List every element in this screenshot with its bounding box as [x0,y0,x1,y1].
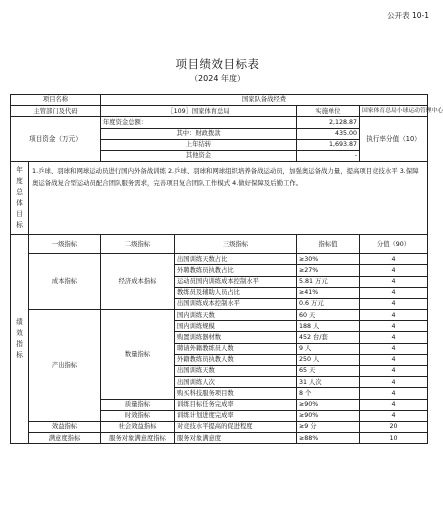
level2-cell: 服务对象满意度指标 [101,433,175,444]
level3-cell: 出国训练天数占比 [175,254,297,265]
dept-value: ［109］国家体育总局 [101,106,297,117]
value-cell: ≥90% [297,399,360,410]
level3-cell: 购买科技服务项目数 [175,388,297,399]
table-row [11,421,428,432]
value-cell: ≥30% [297,254,360,265]
score-cell: 4 [360,310,428,321]
level3-cell: 训练计划进度完成率 [175,410,297,421]
annual-label: 年度资金总额： [101,117,297,128]
level3-cell: 出国训练天数 [175,366,297,377]
impl-value: 国家体育总局小球运动管理中心 [360,106,428,117]
score-cell: 4 [360,377,428,388]
project-name-label: 项目名称 [11,95,101,106]
score-cell: 10 [360,433,428,444]
level3-cell: 外聘教练员执教占比 [175,265,297,276]
level3-cell: 外籍教练员执教人数 [175,354,297,365]
carry-value: 1,693.87 [297,139,360,150]
level3-cell: 服务对象满意度 [175,433,297,444]
level2-cell: 社会效益指标 [101,421,175,432]
fiscal-label: 其中：财政拨款 [101,128,297,139]
impl-label: 实施单位 [297,106,360,117]
level1-cell: 产出指标 [29,310,101,422]
page-title: 项目绩效目标表 [175,57,260,71]
header-level1: 一级指标 [29,235,101,254]
perf-label: 绩效指标 [11,235,29,444]
level3-cell: 购置训练器材数 [175,332,297,343]
fiscal-value: 435.00 [297,128,360,139]
level1-cell: 效益指标 [29,421,101,432]
level2-cell: 时效指标 [101,410,175,421]
project-name: 国家队备战经费 [101,95,428,106]
value-cell: ≥88% [297,433,360,444]
exec-label: 执行率分值（10） [360,117,428,162]
table-row [11,433,428,444]
score-cell: 4 [360,354,428,365]
header-value: 指标值 [297,235,360,254]
goal-text: 1.乒球、羽球和网球运动员进行国内外备战训练 2.乒球、羽球和网球组织培养备战运动员，加强奥运备战力量，提高项目竞技水平 3.保障奥运备战复合型运动员配合团队服务需求，完善项目复合团队工作模式 4.做好保障及后勤工作。 [29,162,428,235]
annual-value: 2,128.87 [297,117,360,128]
level2-cell: 数量指标 [101,310,175,400]
goal-label: 年度总体目标 [11,162,29,235]
level3-cell: 国内训练规模 [175,321,297,332]
level3-cell: 聘请外籍教练员人数 [175,343,297,354]
form-code: 公开表 10-1 [387,11,429,20]
score-cell: 4 [360,332,428,343]
score-cell: 4 [360,265,428,276]
score-cell: 4 [360,287,428,298]
other-label: 其他资金 [101,150,297,161]
value-cell: 31 人次 [297,377,360,388]
level2-cell: 经济成本指标 [101,254,175,310]
value-cell: ≥41% [297,287,360,298]
funds-label: 项目资金（万元） [11,117,101,162]
level3-cell: 国内训练天数 [175,310,297,321]
score-cell: 4 [360,399,428,410]
level3-cell: 运动员国内训练成本控制水平 [175,276,297,287]
year-label: （2024 年度） [190,74,245,83]
value-cell: 65 天 [297,366,360,377]
level1-cell: 成本指标 [29,254,101,310]
score-cell: 4 [360,254,428,265]
value-cell: 9 人 [297,343,360,354]
value-cell: 8 个 [297,388,360,399]
value-cell: 60 天 [297,310,360,321]
score-cell: 4 [360,410,428,421]
value-cell: 0.6 万元 [297,298,360,309]
score-cell: 4 [360,366,428,377]
carry-label: 上年结转 [101,139,297,150]
value-cell: ≥27% [297,265,360,276]
dept-label: 主管部门及代码 [11,106,101,117]
header-level2: 二级指标 [101,235,175,254]
performance-table [10,94,443,444]
value-cell: 250 人 [297,354,360,365]
score-cell: 4 [360,276,428,287]
header-score: 分值（90） [360,235,428,254]
score-cell: 4 [360,321,428,332]
value-cell: ≥9 分 [297,421,360,432]
score-cell: 20 [360,421,428,432]
level3-cell: 出国训练成本控制水平 [175,298,297,309]
level1-cell: 满意度指标 [29,433,101,444]
table-row [11,254,428,265]
value-cell: 5.81 万元 [297,276,360,287]
level3-cell: 训练目标任务完成率 [175,399,297,410]
other-value: - [297,150,360,161]
value-cell: 452 台/套 [297,332,360,343]
score-cell: 4 [360,298,428,309]
value-cell: ≥90% [297,410,360,421]
level3-cell: 教练员及辅助人员占比 [175,287,297,298]
level2-cell: 质量指标 [101,399,175,410]
level3-cell: 对竞技水平提高的促进程度 [175,421,297,432]
score-cell: 4 [360,388,428,399]
score-cell: 4 [360,343,428,354]
table-row [11,310,428,321]
level3-cell: 出国训练人次 [175,377,297,388]
value-cell: 188 人 [297,321,360,332]
header-level3: 三级指标 [175,235,297,254]
